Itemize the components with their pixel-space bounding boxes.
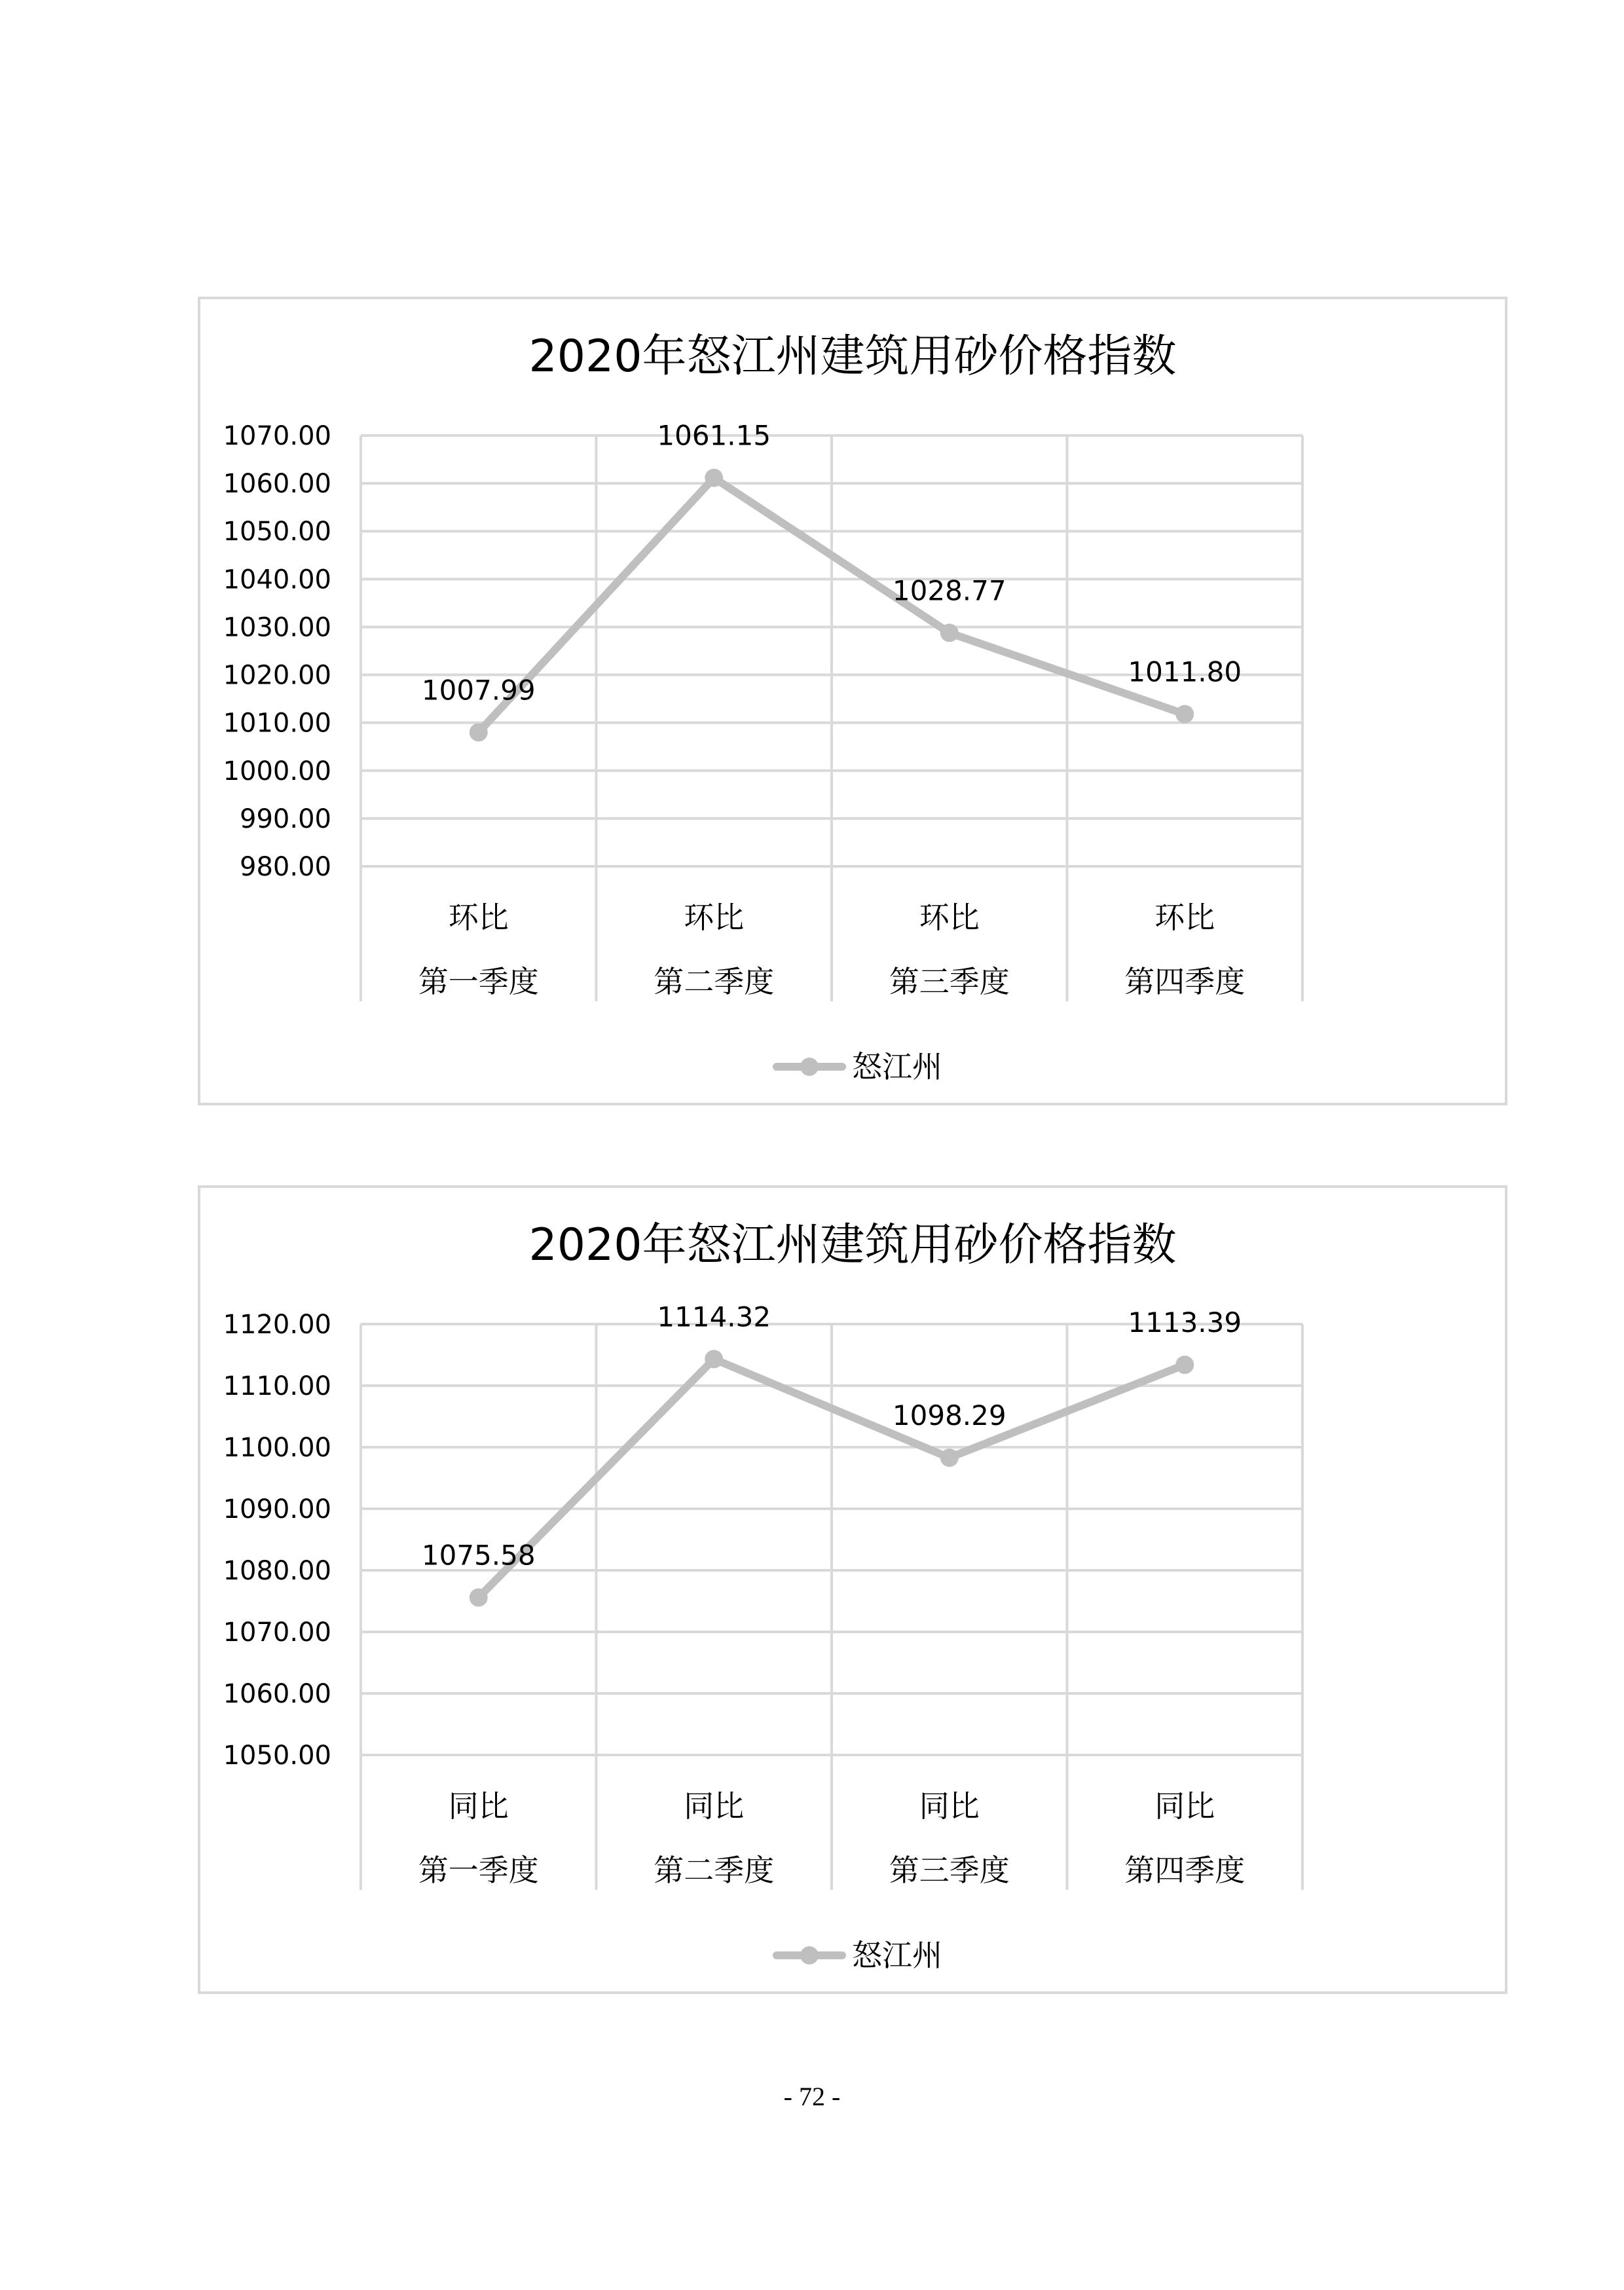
data-point	[470, 1589, 488, 1607]
y-tick-label: 1070.00	[223, 421, 331, 451]
y-tick-label: 1020.00	[223, 660, 331, 691]
y-tick-label: 1070.00	[223, 1617, 331, 1648]
chart-title: 2020年怒江州建筑用砂价格指数	[528, 331, 1177, 382]
x-tick-label: 第三季度	[889, 964, 1010, 999]
data-point	[1175, 705, 1194, 724]
data-label: 1114.32	[657, 1301, 771, 1333]
data-point	[940, 623, 959, 642]
chart-title: 2020年怒江州建筑用砂价格指数	[528, 1219, 1177, 1271]
data-point	[1175, 1356, 1194, 1374]
legend-label: 怒江州	[852, 1938, 942, 1973]
x-tick-label: 环比	[448, 900, 509, 935]
data-label: 1075.58	[421, 1539, 536, 1572]
data-point	[705, 469, 723, 487]
y-tick-label: 1110.00	[223, 1371, 331, 1401]
x-tick-label: 第三季度	[889, 1853, 1010, 1888]
data-label: 1007.99	[421, 674, 536, 707]
x-tick-label: 同比	[684, 1788, 745, 1824]
data-point	[705, 1350, 723, 1368]
legend-marker	[800, 1946, 819, 1965]
x-tick-label: 第二季度	[654, 1853, 775, 1888]
y-tick-label: 1050.00	[223, 517, 331, 547]
data-point	[470, 723, 488, 741]
x-tick-label: 同比	[448, 1788, 509, 1824]
y-tick-label: 1090.00	[223, 1494, 331, 1524]
chart-qoq	[200, 299, 1505, 1103]
y-tick-label: 1080.00	[223, 1556, 331, 1586]
chart-yoy	[200, 1188, 1505, 1991]
x-tick-label: 第四季度	[1124, 964, 1246, 999]
x-tick-label: 同比	[1154, 1788, 1215, 1824]
y-tick-label: 1010.00	[223, 708, 331, 739]
data-label: 1061.15	[657, 419, 771, 452]
x-tick-label: 第四季度	[1124, 1853, 1246, 1888]
x-tick-label: 第一季度	[418, 1853, 539, 1888]
x-tick-label: 第一季度	[418, 964, 539, 999]
legend-label: 怒江州	[852, 1049, 942, 1084]
data-label: 1011.80	[1128, 656, 1242, 688]
data-label: 1113.39	[1128, 1306, 1242, 1339]
x-tick-label: 第二季度	[654, 964, 775, 999]
x-tick-label: 同比	[919, 1788, 980, 1824]
chart-panel-qoq	[198, 297, 1507, 1105]
y-tick-label: 1040.00	[223, 564, 331, 595]
y-tick-label: 1050.00	[223, 1741, 331, 1771]
y-tick-label: 1060.00	[223, 1679, 331, 1709]
y-tick-label: 1120.00	[223, 1310, 331, 1340]
y-tick-label: 990.00	[240, 803, 331, 834]
x-tick-label: 环比	[919, 900, 980, 935]
y-tick-label: 1030.00	[223, 612, 331, 643]
y-tick-label: 1100.00	[223, 1433, 331, 1463]
x-tick-label: 环比	[1154, 900, 1215, 935]
y-tick-label: 980.00	[240, 852, 331, 882]
page-number: - 72 -	[783, 2082, 841, 2111]
data-label: 1098.29	[892, 1399, 1006, 1432]
legend-marker	[800, 1058, 819, 1076]
y-tick-label: 1060.00	[223, 469, 331, 500]
chart-panel-yoy	[198, 1185, 1507, 1994]
data-label: 1028.77	[892, 574, 1006, 607]
y-tick-label: 1000.00	[223, 756, 331, 786]
data-point	[940, 1449, 959, 1467]
x-tick-label: 环比	[684, 900, 745, 935]
